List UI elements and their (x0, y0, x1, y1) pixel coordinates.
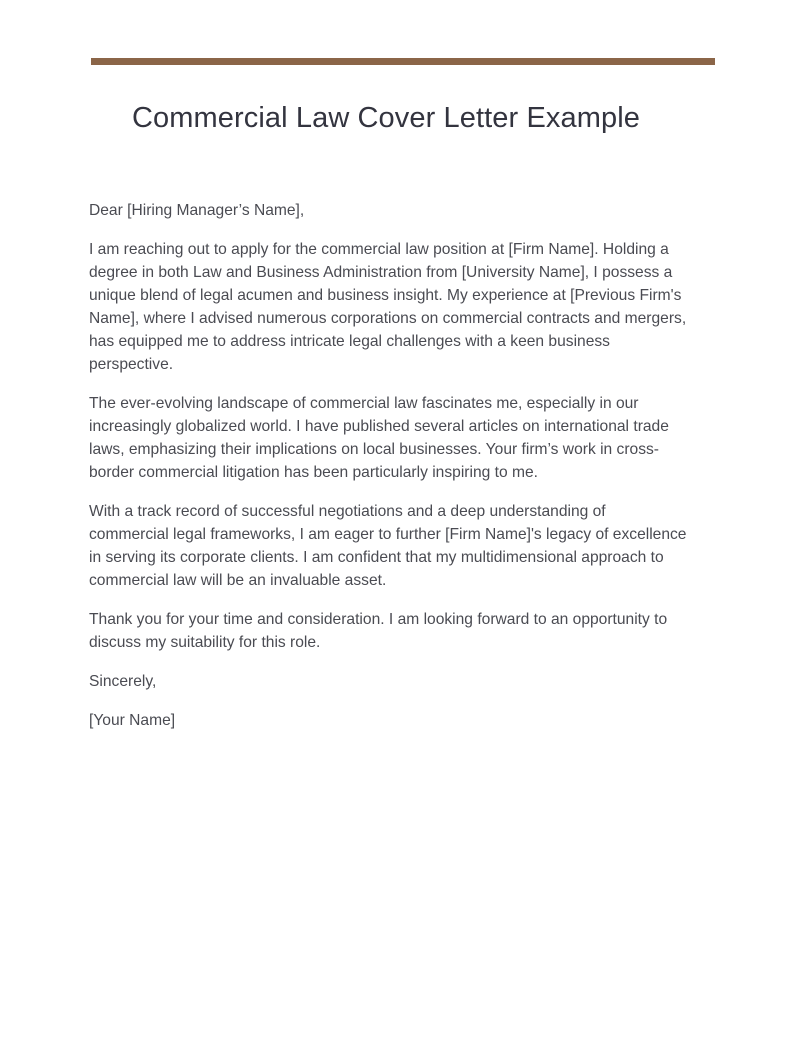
body-paragraph-1: I am reaching out to apply for the commercial law position at [Firm Name]. Holding a degree in both Law and Business Administration from [University Name], I possess a unique blend of legal acumen and business insight. My experience at [Previous Firm's Name], where I advised numerous corporations on commercial contracts and mergers, has equipped me to address intricate legal challenges with a keen business perspective. (89, 241, 687, 373)
header-accent-rule (91, 58, 715, 65)
body-paragraph-4: Thank you for your time and consideration. I am looking forward to an opportunity to discuss my suitability for this role. (89, 611, 668, 651)
page-title: Commercial Law Cover Letter Example (132, 102, 640, 134)
body-paragraph-2: The ever-evolving landscape of commercial law fascinates me, especially in our increasingly globalized world. I have published several articles on international trade laws, emphasizing their implications on local businesses. Your firm’s work in cross-border commercial litigation has been particularly inspiring to me. (89, 395, 669, 481)
closing: Sincerely, (89, 673, 157, 690)
salutation: Dear [Hiring Manager’s Name], (89, 202, 305, 219)
signature: [Your Name] (89, 712, 176, 729)
letter-body (89, 199, 689, 748)
body-paragraph-3: With a track record of successful negotiations and a deep understanding of commercial legal frameworks, I am eager to further [Firm Name]'s legacy of excellence in serving its corporate clients. I am confident that my multidimensional approach to commercial law will be an invaluable asset. (89, 503, 687, 589)
